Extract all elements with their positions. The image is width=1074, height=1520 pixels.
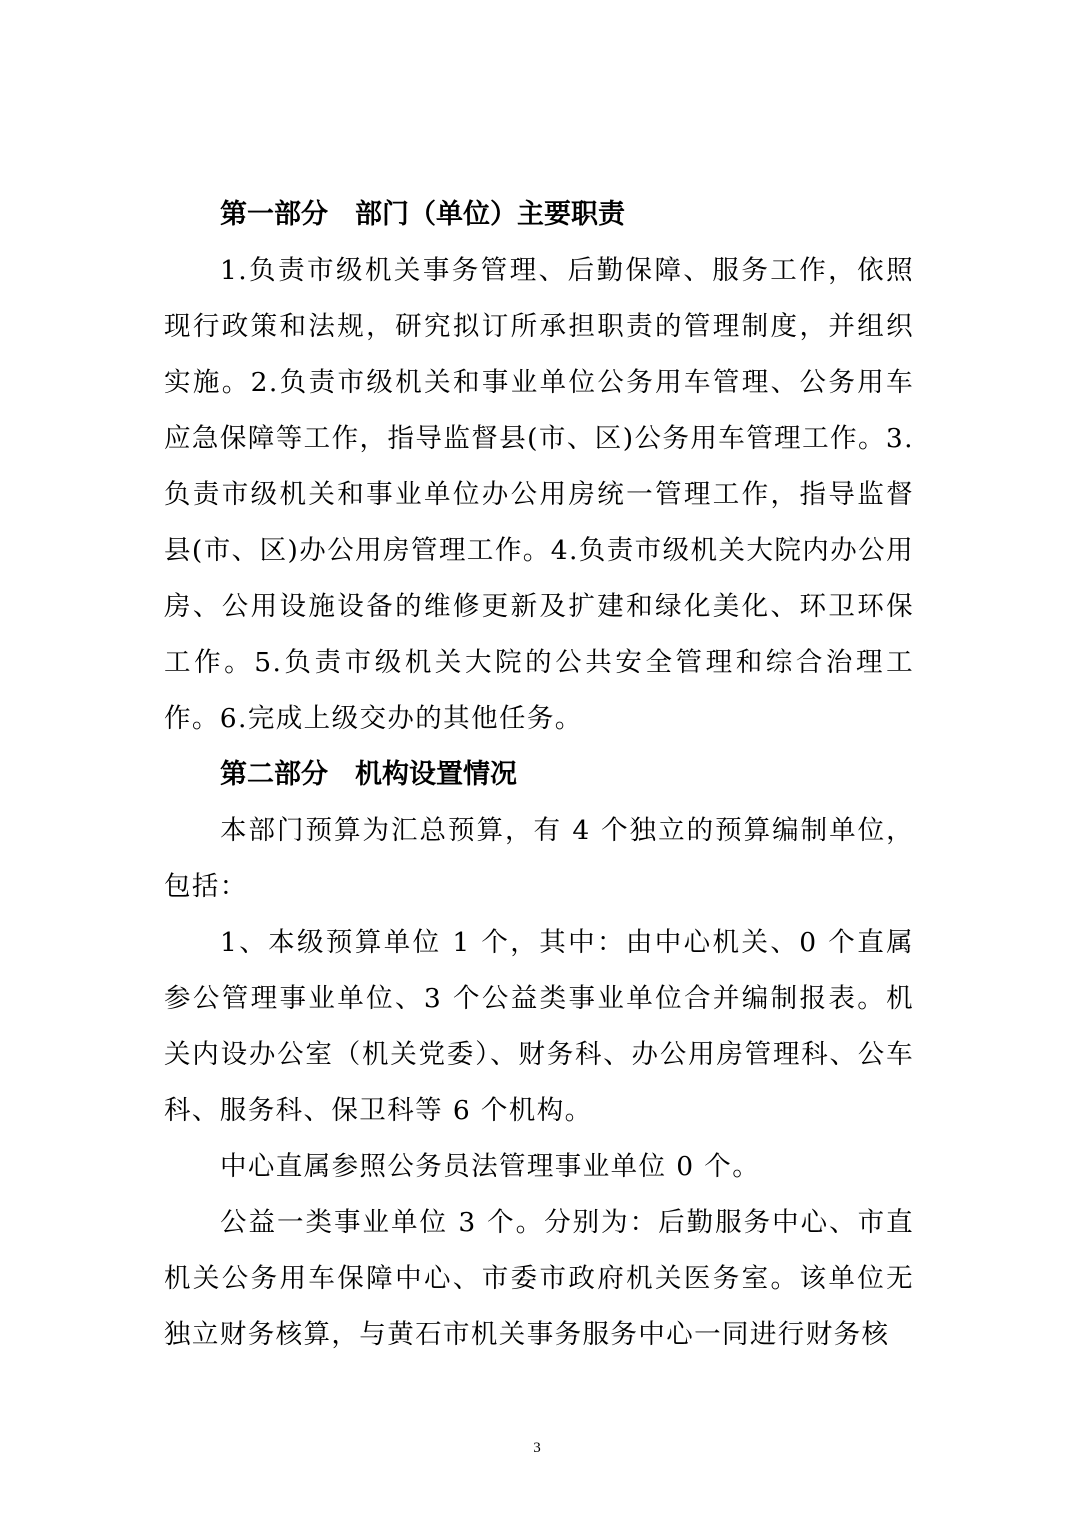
page-number: 3 <box>533 1440 541 1456</box>
section-heading-organization: 第二部分 机构设置情况 <box>220 759 517 790</box>
page-content <box>164 187 914 1363</box>
section-heading-responsibilities: 第一部分 部门（单位）主要职责 <box>220 199 625 230</box>
organization-paragraph-direct-units: 中心直属参照公务员法管理事业单位 0 个。 <box>220 1151 761 1182</box>
organization-paragraph-summary: 本部门预算为汇总预算，有 4 个独立的预算编制单位，包括： <box>164 815 914 902</box>
organization-paragraph-units: 1、本级预算单位 1 个，其中：由中心机关、0 个直属参公管理事业单位、3 个公益类事业单位合并编制报表。机关内设办公室（机关党委）、财务科、办公用房管理科、公车科、服务科、保卫科等 6 个机构。 <box>164 927 914 1126</box>
organization-paragraph-public-units: 公益一类事业单位 3 个。分别为：后勤服务中心、市直机关公务用车保障中心、市委市政府机关医务室。该单位无独立财务核算，与黄石市机关事务服务中心一同进行财务核 <box>164 1207 914 1350</box>
responsibilities-paragraph: 1.负责市级机关事务管理、后勤保障、服务工作，依照现行政策和法规，研究拟订所承担职责的管理制度，并组织实施。2.负责市级机关和事业单位公务用车管理、公务用车应急保障等工作，指导监督县(市、区)公务用车管理工作。3.负责市级机关和事业单位办公用房统一管理工作，指导监督县(市、区)办公用房管理工作。4.负责市级机关大院内办公用房、公用设施设备的维修更新及扩建和绿化美化、环卫环保工作。5.负责市级机关大院的公共安全管理和综合治理工作。6.完成上级交办的其他任务。 <box>164 255 914 734</box>
